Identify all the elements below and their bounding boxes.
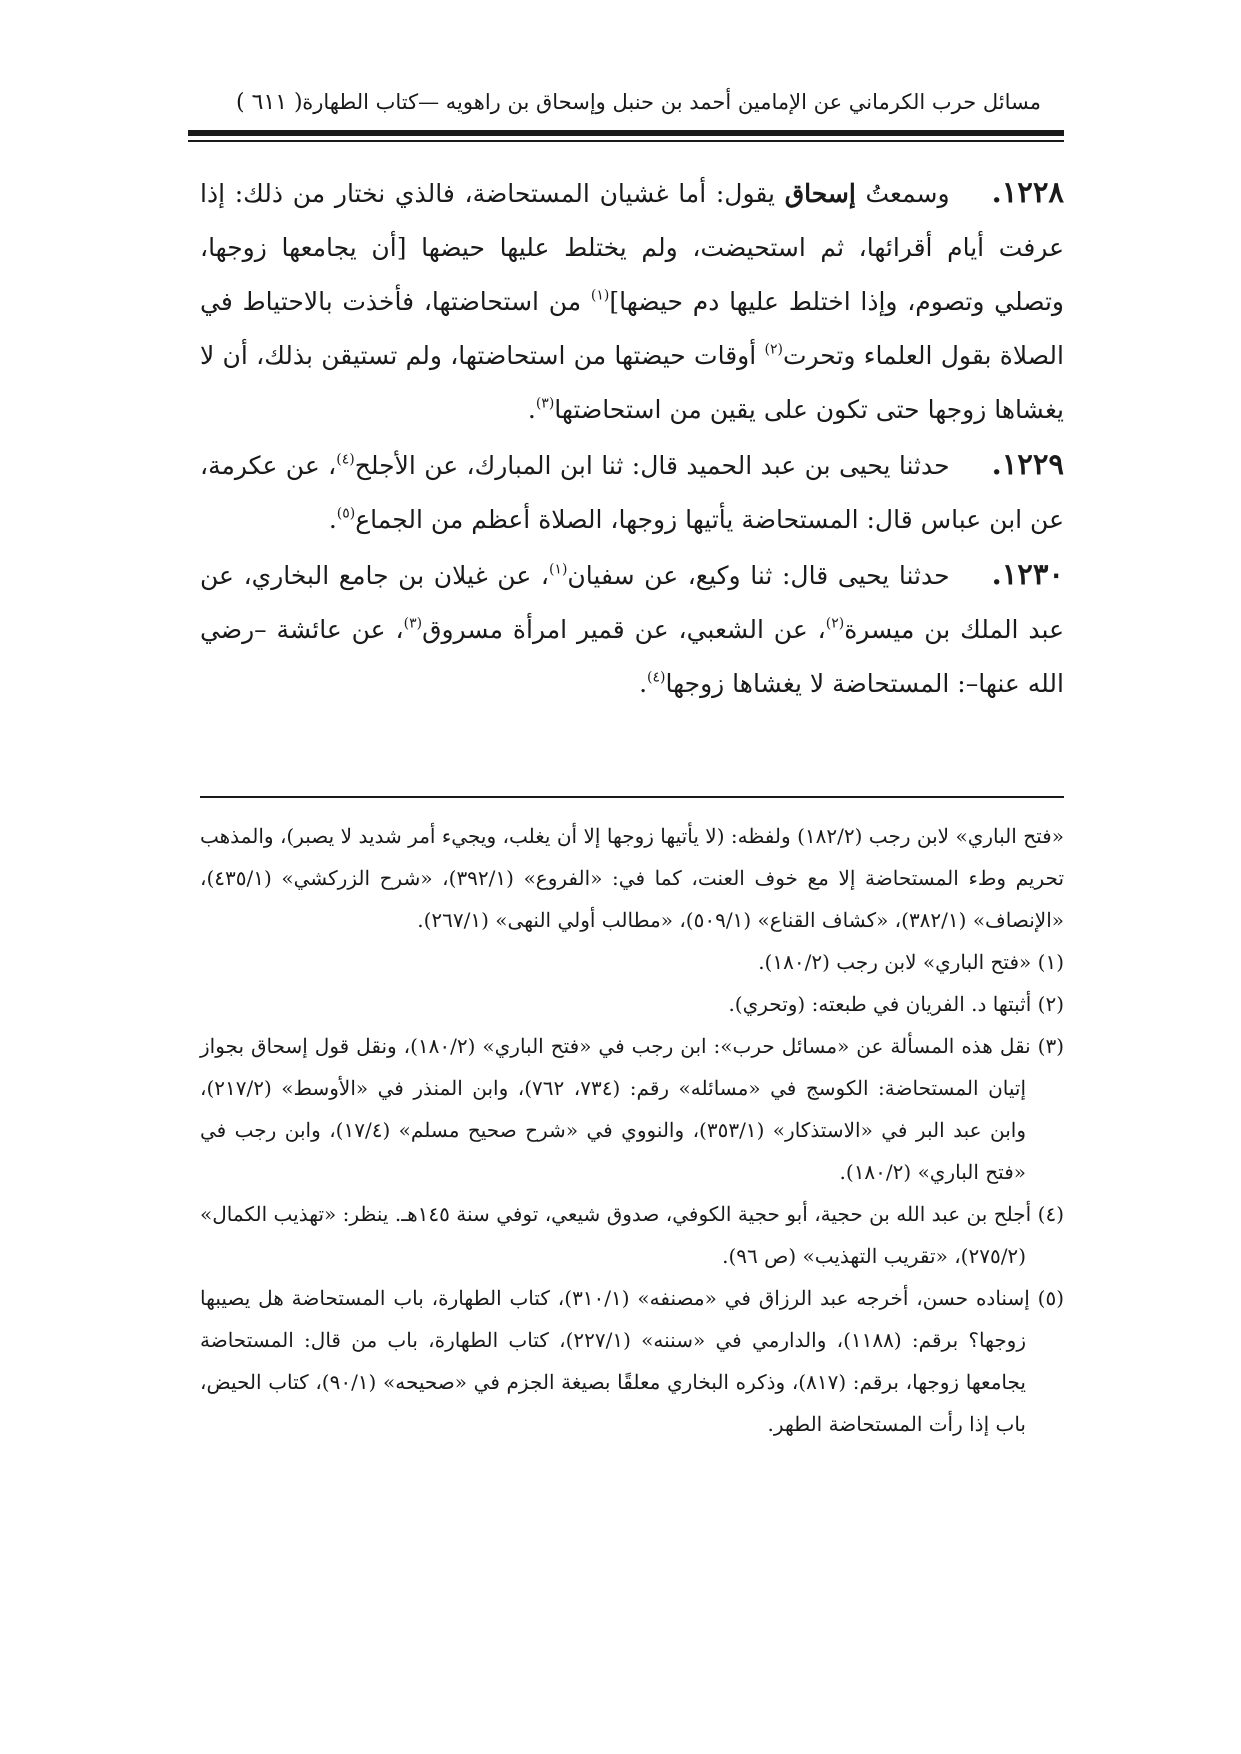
footnote-ref[interactable]: (٢) (764, 341, 783, 358)
footnote-continuation: «فتح الباري» لابن رجب (١٨٢/٢) ولفظه: (لا يأتيها زوجها إلا أن يغلب، ويجيء أمر شديد لا يصبر)، والمذهب تحريم وطء المستحاضة إلا مع خوف العنت، كما في: «الفروع» (٣٩٢/١)، «شرح الزركشي» (٤٣٥/١)، «الإنصاف» (٣٨٢/١)، «كشاف القناع» (٥٠٩/١)، «مطالب أولي النهى» (٢٦٧/١). (200, 824, 1065, 932)
header-title: مسائل حرب الكرماني عن الإمامين أحمد بن حنبل وإسحاق بن راهويه —كتاب الطهارة (302, 90, 1041, 114)
footnote-ref[interactable]: (١) (590, 287, 610, 304)
entry-text: يقول: أما غشيان المستحاضة، فالذي نختار من ذلك: إذا عرفت أيام أقرائها، ثم استحيضت، ولم يختلط عليها حيضها [أن يجامعها زوجها، وتصلي وتصوم، وإذا اختلط عليها دم حيضها] (200, 179, 1064, 316)
entry-text: وسمعتُ (855, 179, 950, 208)
footnote-text: أثبتها د. الفريان في طبعته: (وتحري). (728, 992, 1032, 1016)
entry-number: ١٢٣٠. (991, 557, 1064, 591)
footnote-ref[interactable]: (٤) (336, 451, 355, 468)
footnote-ref[interactable]: (١) (548, 561, 568, 578)
footnote-ref[interactable]: (٢) (825, 615, 845, 632)
footnote-text: إسناده حسن، أخرجه عبد الرزاق في «مصنفه» (٣١٠/١)، كتاب الطهارة، باب المستحاضة هل يصيبها زوجها؟ برقم: (١١٨٨)، والدارمي في «سننه» (٢٢٧/١)، كتاب الطهارة، باب من قال: المستحاضة يجامعها زوجها، برقم: (٨١٧)، وذكره البخاري معلقًا بصيغة الجزم في «صحيحه» (٩٠/١)، كتاب الحيض، باب إذا رأت المستحاضة الطهر. (200, 1286, 1030, 1436)
footnote-ref[interactable]: (٥) (336, 505, 356, 522)
footnote-text: أجلح بن عبد الله بن حجية، أبو حجية الكوفي، صدوق شيعي، توفي سنة ١٤٥هـ. ينظر: «تهذيب الكمال» (٢٧٥/٢)، «تقريب التهذيب» (ص ٩٦). (200, 1202, 1032, 1268)
page-number: ( ٦١١ ) (236, 90, 303, 115)
footnote-2 (200, 983, 1064, 1025)
header-rule-thick (188, 130, 1064, 136)
entry-text: . (527, 395, 536, 424)
footnote-ref[interactable]: (٤) (647, 669, 666, 686)
footnote-mark: (٣) (1037, 1034, 1064, 1058)
footnote-mark: (٤) (1037, 1202, 1065, 1226)
footnote-mark: (١) (1037, 950, 1064, 974)
entry-text: . (328, 505, 337, 534)
footnote-4 (200, 1193, 1064, 1277)
entry-text: من استحاضتها، فأخذت بالاحتياط في الصلاة بقول العلماء وتحرت (200, 287, 1064, 370)
entry-text: . (639, 669, 648, 698)
footnote-mark: (٥) (1037, 1286, 1065, 1310)
entry-text: حدثنا يحيى قال: ثنا وكيع، عن سفيان (567, 561, 950, 590)
footnote-1 (200, 941, 1064, 983)
entry-text: حدثنا يحيى بن عبد الحميد قال: ثنا ابن المبارك، عن الأجلح (354, 451, 950, 480)
header-rule-thin (188, 140, 1064, 142)
main-text (200, 165, 1064, 711)
footnotes (200, 815, 1064, 1445)
entry-1230 (200, 547, 1064, 711)
footnote-mark: (٢) (1037, 992, 1064, 1016)
running-header (212, 86, 1041, 130)
footnote-ref[interactable]: (٣) (403, 615, 423, 632)
entry-text: ، عن عكرمة، عن ابن عباس قال: المستحاضة يأتيها زوجها، الصلاة أعظم من الجماع (200, 451, 1064, 534)
entry-text: ، عن عائشة –رضي الله عنها–: المستحاضة لا يغشاها زوجها (200, 615, 1064, 698)
entry-text: أوقات حيضتها من استحاضتها، ولم تستيقن بذلك، أن لا يغشاها زوجها حتى تكون على يقين من استحاضتها (200, 341, 1064, 424)
entry-text: ، عن الشعبي، عن قمير امرأة مسروق (422, 615, 826, 644)
footnote-text: «فتح الباري» لابن رجب (١٨٠/٢). (758, 950, 1032, 974)
footnote-text: نقل هذه المسألة عن «مسائل حرب»: ابن رجب في «فتح الباري» (١٨٠/٢)، ونقل قول إسحاق بجواز إتيان المستحاضة: الكوسج في «مسائله» رقم: (٧٣٤، ٧٦٢)، وابن المنذر في «الأوسط» (٢١٧/٢)، وابن عبد البر في «الاستذكار» (٣٥٣/١)، والنووي في «شرح صحيح مسلم» (١٧/٤)، وابن رجب في «فتح الباري» (١٨٠/٢). (200, 1034, 1031, 1184)
footnote-ref[interactable]: (٣) (535, 395, 555, 412)
footnote-separator (200, 796, 1064, 798)
footnote-3 (200, 1025, 1064, 1193)
entry-1228 (200, 165, 1064, 437)
entry-number: ١٢٢٨. (991, 175, 1064, 209)
entry-text: ، عن غيلان بن جامع البخاري، عن عبد الملك بن ميسرة (200, 561, 1064, 644)
bold-name: إسحاق (784, 179, 856, 208)
entry-number: ١٢٢٩. (991, 447, 1064, 481)
footnote-5 (200, 1277, 1064, 1445)
entry-1229 (200, 437, 1064, 547)
